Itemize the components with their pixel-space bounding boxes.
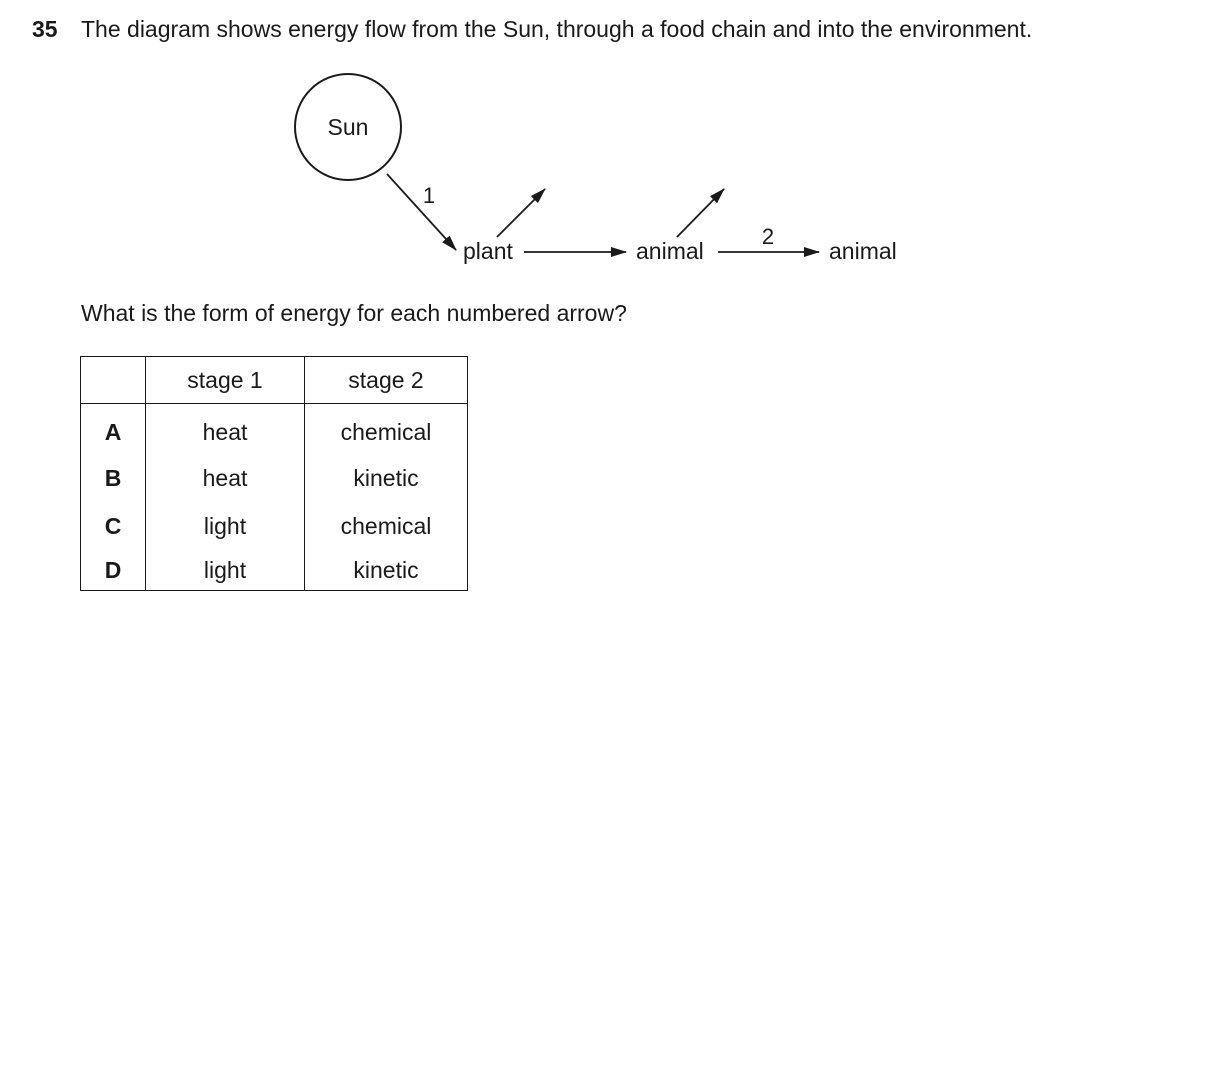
option-letter: C bbox=[81, 502, 146, 550]
energy-flow-diagram bbox=[0, 0, 1209, 300]
table-row bbox=[81, 404, 468, 455]
stage-1-cell: heat bbox=[146, 404, 305, 455]
table-row bbox=[81, 550, 468, 591]
arrow-1-label: 1 bbox=[422, 183, 436, 208]
table-row bbox=[81, 454, 468, 502]
table-header-row bbox=[81, 357, 468, 404]
stage-2-cell: kinetic bbox=[305, 454, 468, 502]
node-animal-2: animal bbox=[829, 238, 897, 264]
stage-2-cell: chemical bbox=[305, 404, 468, 455]
stage-1-cell: light bbox=[146, 502, 305, 550]
node-plant: plant bbox=[463, 238, 513, 264]
arrow-2-label: 2 bbox=[761, 224, 775, 249]
stage-2-cell: chemical bbox=[305, 502, 468, 550]
animal-loss-arrow bbox=[677, 189, 724, 237]
answer-options-table bbox=[80, 356, 468, 591]
sun-label: Sun bbox=[327, 114, 369, 140]
option-letter: A bbox=[81, 404, 146, 455]
question-text: The diagram shows energy flow from the Sun, through a food chain and into the environment. bbox=[81, 16, 1033, 42]
plant-loss-arrow bbox=[497, 189, 545, 237]
option-letter: D bbox=[81, 550, 146, 591]
option-letter: B bbox=[81, 454, 146, 502]
question-number: 35 bbox=[32, 16, 58, 42]
stage-1-cell: light bbox=[146, 550, 305, 591]
stage-2-cell: kinetic bbox=[305, 550, 468, 591]
header-stage-1: stage 1 bbox=[146, 357, 305, 404]
stage-1-cell: heat bbox=[146, 454, 305, 502]
header-stage-2: stage 2 bbox=[305, 357, 468, 404]
node-animal-1: animal bbox=[636, 238, 704, 264]
table-row bbox=[81, 502, 468, 550]
header-blank bbox=[81, 357, 146, 404]
question-prompt: What is the form of energy for each numbered arrow? bbox=[81, 300, 627, 326]
arrow-1 bbox=[387, 174, 456, 250]
